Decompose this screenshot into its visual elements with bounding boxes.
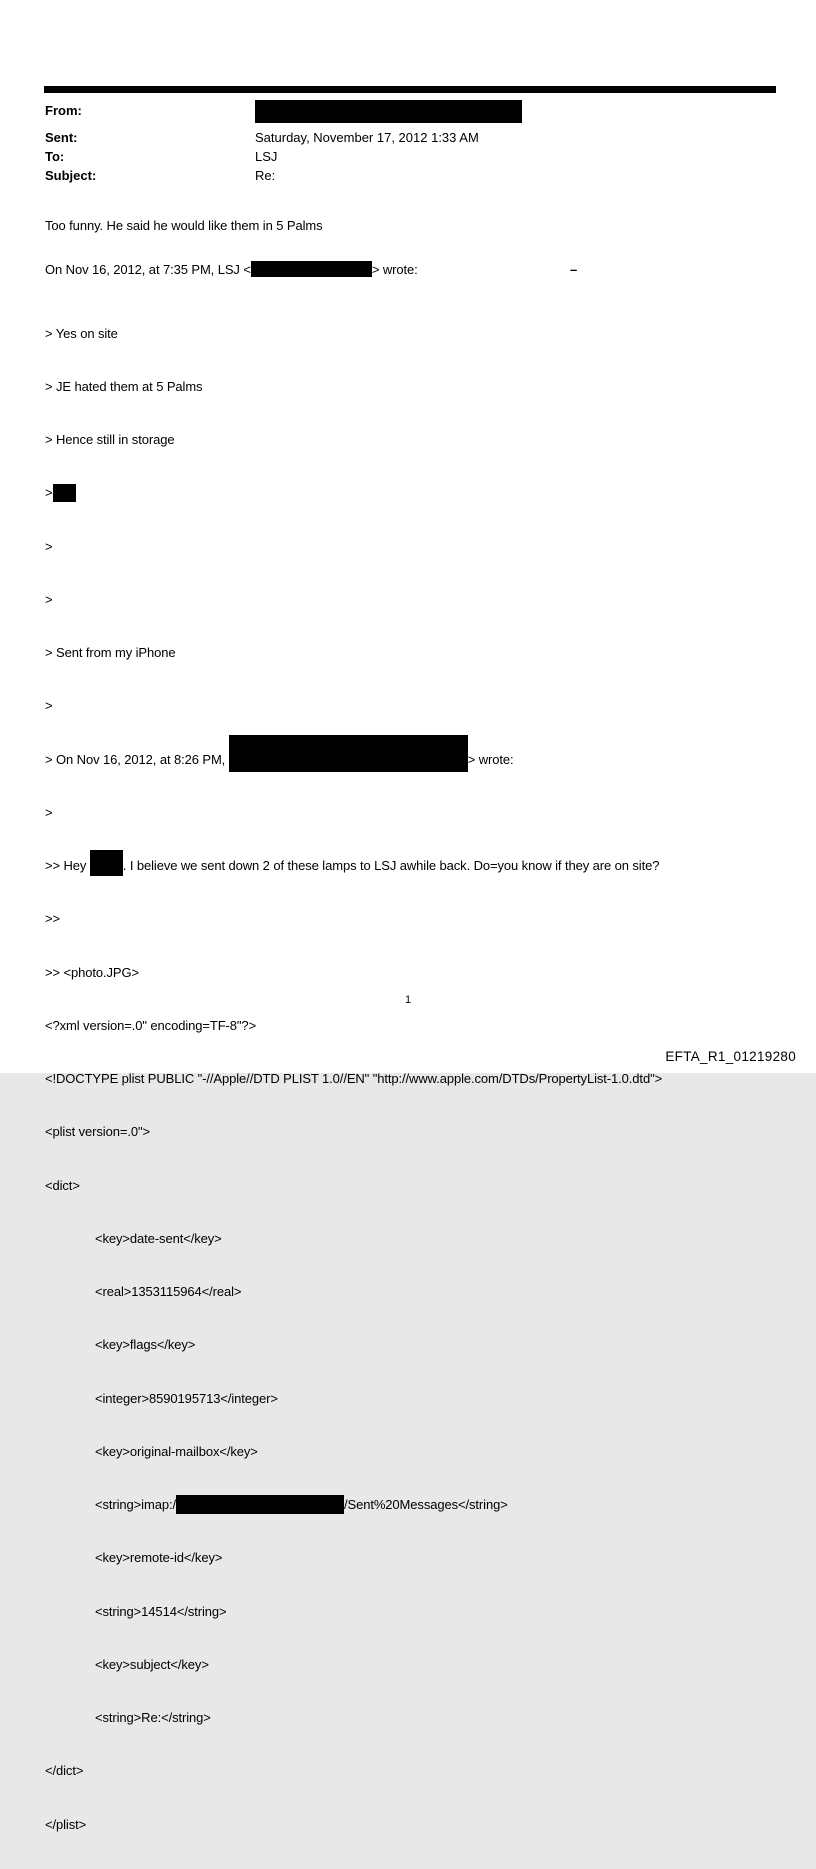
- quote-line-redacted: [45, 484, 790, 502]
- redaction-bar-small: [53, 487, 76, 497]
- plist-line: <key>flags</key>: [95, 1337, 196, 1353]
- header-row-to: [45, 147, 785, 166]
- plist-line: <key>original-mailbox</key>: [95, 1443, 258, 1459]
- quote-line: > JE hated them at 5 Palms: [45, 378, 203, 394]
- header-row-sent: [45, 128, 785, 147]
- plist-line: <?xml version=.0" encoding=TF-8"?>: [45, 1017, 257, 1033]
- subject-value: Re:: [255, 168, 276, 183]
- quote-line-attachment: >> <photo.JPG>: [45, 964, 140, 980]
- quoted-message-body: [45, 289, 790, 1869]
- attribution-pre: > On Nov 16, 2012, at 8:26 PM,: [45, 751, 229, 767]
- redaction-bar-name: [90, 860, 123, 870]
- redaction-bar-mailbox: [176, 1499, 344, 1509]
- plist-line: <!DOCTYPE plist PUBLIC "-//Apple//DTD PLIST 1.0//EN" "http://www.apple.com/DTDs/PropertyList-1.0.dtd">: [45, 1071, 663, 1086]
- quote-line: >>: [45, 911, 60, 927]
- quote-line: > Hence still in storage: [45, 432, 175, 447]
- bates-number: EFTA_R1_01219280: [665, 1049, 796, 1064]
- reply-attribution-pre: On Nov 16, 2012, at 7:35 PM, LSJ <: [45, 262, 251, 277]
- quote-line: > Sent from my iPhone: [45, 645, 176, 660]
- header-row-subject: [45, 166, 785, 185]
- plist-line: </dict>: [45, 1763, 84, 1779]
- plist-line: <string>Re:</string>: [95, 1710, 211, 1725]
- reply-attribution-post: > wrote:: [371, 262, 418, 277]
- hey-pre: >> Hey: [45, 858, 90, 873]
- hey-post: . I believe we sent down 2 of these lamps to LSJ awhile back. Do=you know if they are on site?: [122, 858, 660, 873]
- redaction-bar-sender: [229, 754, 468, 764]
- mailbox-post: /Sent%20Messages</string>: [343, 1497, 508, 1512]
- redaction-bar-email-address: [251, 264, 372, 274]
- plist-line-mailbox-redacted: [45, 1496, 790, 1514]
- plist-line: <key>subject</key>: [95, 1656, 209, 1672]
- stray-dash-mark: –: [570, 262, 578, 277]
- plist-line: </plist>: [45, 1816, 87, 1832]
- subject-label: Subject:: [45, 168, 97, 183]
- plist-line: <dict>: [45, 1177, 80, 1193]
- quote-line: >: [45, 591, 53, 607]
- email-header: [45, 101, 785, 185]
- from-value: [255, 101, 785, 128]
- quote-marker: >: [45, 485, 53, 501]
- attribution-post: > wrote:: [467, 751, 514, 767]
- opening-paragraph: Too funny. He said he would like them in 5 Palms: [45, 218, 323, 233]
- sent-value: Saturday, November 17, 2012 1:33 AM: [255, 130, 479, 145]
- quote-line: >: [45, 538, 53, 554]
- quote-line-name-redacted: [45, 857, 790, 875]
- quote-line: > Yes on site: [45, 325, 118, 341]
- mailbox-pre: <string>imap:/: [95, 1497, 176, 1512]
- plist-line: <key>remote-id</key>: [95, 1550, 223, 1566]
- plist-line: <string>14514</string>: [95, 1603, 227, 1619]
- page-number: 1: [404, 994, 412, 1006]
- quote-line: >: [45, 698, 53, 714]
- from-label: From:: [45, 103, 82, 118]
- to-value: LSJ: [255, 149, 278, 164]
- quote-line: >: [45, 804, 53, 820]
- header-divider-rule: [44, 86, 776, 93]
- reply-attribution: [45, 261, 790, 279]
- plist-line: <real>1353115964</real>: [95, 1284, 242, 1299]
- plist-line: <plist version=.0">: [45, 1124, 150, 1140]
- to-label: To:: [45, 149, 65, 164]
- redaction-bar-from: [255, 100, 522, 123]
- sent-label: Sent:: [45, 130, 78, 145]
- header-row-from: [45, 101, 785, 128]
- plist-line: <key>date-sent</key>: [95, 1230, 222, 1246]
- quote-line-attribution-redacted: [45, 751, 790, 769]
- plist-line: <integer>8590195713</integer>: [95, 1390, 278, 1406]
